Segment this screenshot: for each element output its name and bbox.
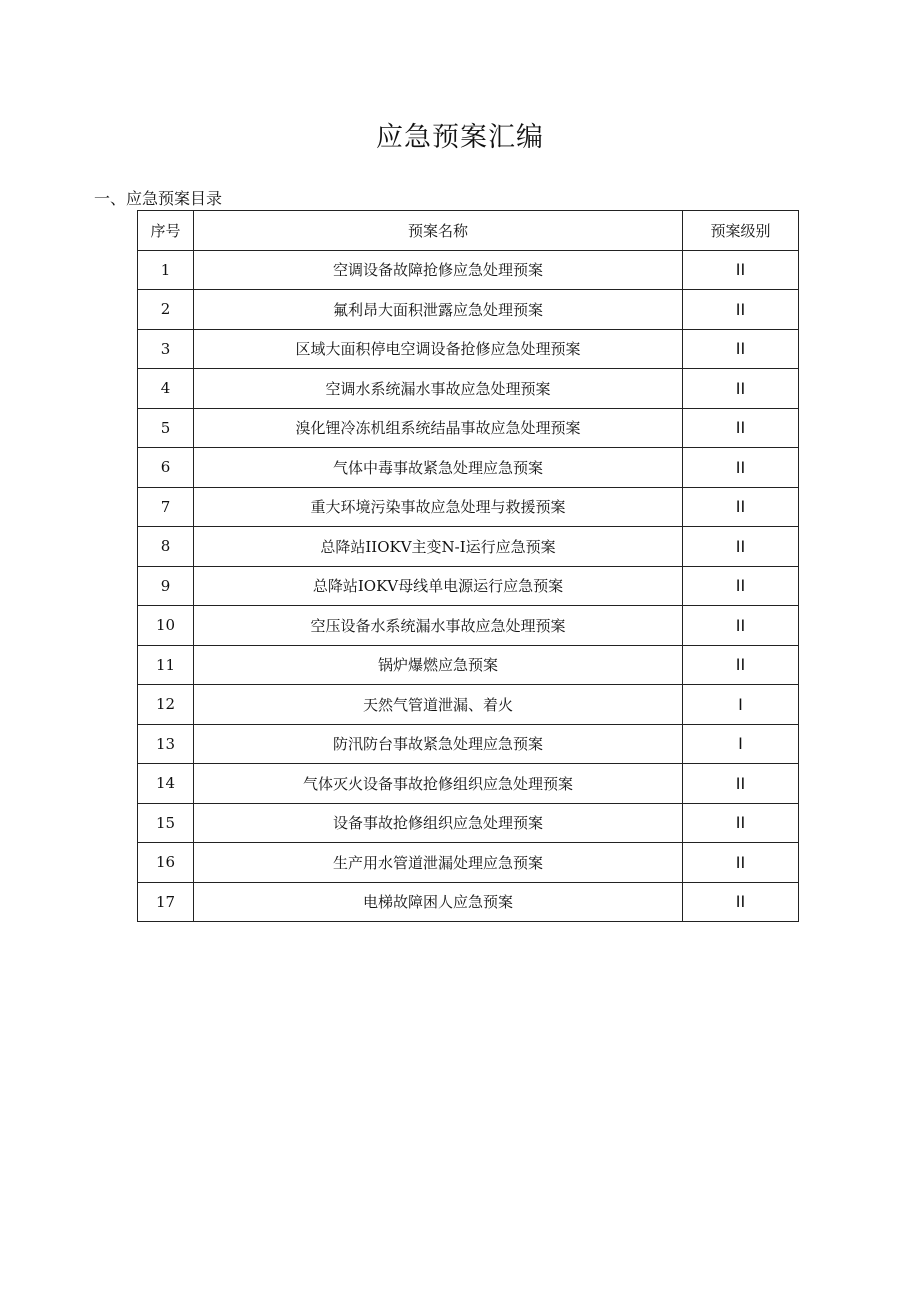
- table-header-row: [138, 211, 799, 251]
- row-plan-level: II: [683, 408, 799, 448]
- row-plan-level: II: [683, 764, 799, 804]
- table-row: [138, 764, 799, 804]
- row-number: 10: [138, 606, 194, 646]
- row-plan-level: II: [683, 487, 799, 527]
- table-row: [138, 843, 799, 883]
- row-plan-name: 天然气管道泄漏、着火: [194, 685, 683, 725]
- row-plan-name: 重大环境污染事故应急处理与救援预案: [194, 487, 683, 527]
- row-number: 5: [138, 408, 194, 448]
- table-row: [138, 685, 799, 725]
- row-plan-level: II: [683, 527, 799, 567]
- row-number: 11: [138, 645, 194, 685]
- row-plan-name: 总降站IOKV母线单电源运行应急预案: [194, 566, 683, 606]
- row-plan-level: I: [683, 685, 799, 725]
- row-number: 7: [138, 487, 194, 527]
- table-row: [138, 803, 799, 843]
- row-number: 13: [138, 724, 194, 764]
- row-plan-name: 防汛防台事故紧急处理应急预案: [194, 724, 683, 764]
- table-row: [138, 290, 799, 330]
- row-number: 12: [138, 685, 194, 725]
- row-plan-name: 气体灭火设备事故抢修组织应急处理预案: [194, 764, 683, 804]
- header-number: 序号: [138, 211, 194, 251]
- row-plan-name: 生产用水管道泄漏处理应急预案: [194, 843, 683, 883]
- row-number: 1: [138, 250, 194, 290]
- row-plan-level: II: [683, 803, 799, 843]
- table-row: [138, 645, 799, 685]
- header-name: 预案名称: [194, 211, 683, 251]
- row-number: 6: [138, 448, 194, 488]
- table-row: [138, 250, 799, 290]
- row-number: 8: [138, 527, 194, 567]
- row-plan-level: II: [683, 882, 799, 922]
- section-heading: 一、应急预案目录: [94, 189, 223, 208]
- table-row: [138, 527, 799, 567]
- row-number: 9: [138, 566, 194, 606]
- table-row: [138, 369, 799, 409]
- row-plan-name: 空调水系统漏水事故应急处理预案: [194, 369, 683, 409]
- row-plan-level: II: [683, 250, 799, 290]
- row-plan-level: II: [683, 448, 799, 488]
- row-plan-name: 电梯故障困人应急预案: [194, 882, 683, 922]
- row-number: 2: [138, 290, 194, 330]
- table-row: [138, 329, 799, 369]
- row-plan-level: I: [683, 724, 799, 764]
- header-level: 预案级别: [683, 211, 799, 251]
- row-number: 17: [138, 882, 194, 922]
- row-plan-name: 空压设备水系统漏水事故应急处理预案: [194, 606, 683, 646]
- row-number: 14: [138, 764, 194, 804]
- row-plan-name: 总降站IIOKV主变N-I运行应急预案: [194, 527, 683, 567]
- table-row: [138, 882, 799, 922]
- table-row: [138, 408, 799, 448]
- row-number: 16: [138, 843, 194, 883]
- table-row: [138, 448, 799, 488]
- table-row: [138, 724, 799, 764]
- row-number: 3: [138, 329, 194, 369]
- table-row: [138, 606, 799, 646]
- row-plan-level: II: [683, 566, 799, 606]
- row-plan-name: 设备事故抢修组织应急处理预案: [194, 803, 683, 843]
- row-plan-level: II: [683, 329, 799, 369]
- row-plan-level: II: [683, 843, 799, 883]
- table-row: [138, 566, 799, 606]
- row-plan-name: 锅炉爆燃应急预案: [194, 645, 683, 685]
- row-plan-name: 氟利昂大面积泄露应急处理预案: [194, 290, 683, 330]
- document-title: 应急预案汇编: [376, 122, 544, 153]
- emergency-plan-table: [137, 210, 799, 922]
- row-plan-level: II: [683, 290, 799, 330]
- row-plan-name: 溴化锂冷冻机组系统结晶事故应急处理预案: [194, 408, 683, 448]
- row-number: 4: [138, 369, 194, 409]
- row-plan-name: 区域大面积停电空调设备抢修应急处理预案: [194, 329, 683, 369]
- row-plan-name: 气体中毒事故紧急处理应急预案: [194, 448, 683, 488]
- table-row: [138, 487, 799, 527]
- row-plan-name: 空调设备故障抢修应急处理预案: [194, 250, 683, 290]
- row-plan-level: II: [683, 606, 799, 646]
- row-plan-level: II: [683, 645, 799, 685]
- row-plan-level: II: [683, 369, 799, 409]
- row-number: 15: [138, 803, 194, 843]
